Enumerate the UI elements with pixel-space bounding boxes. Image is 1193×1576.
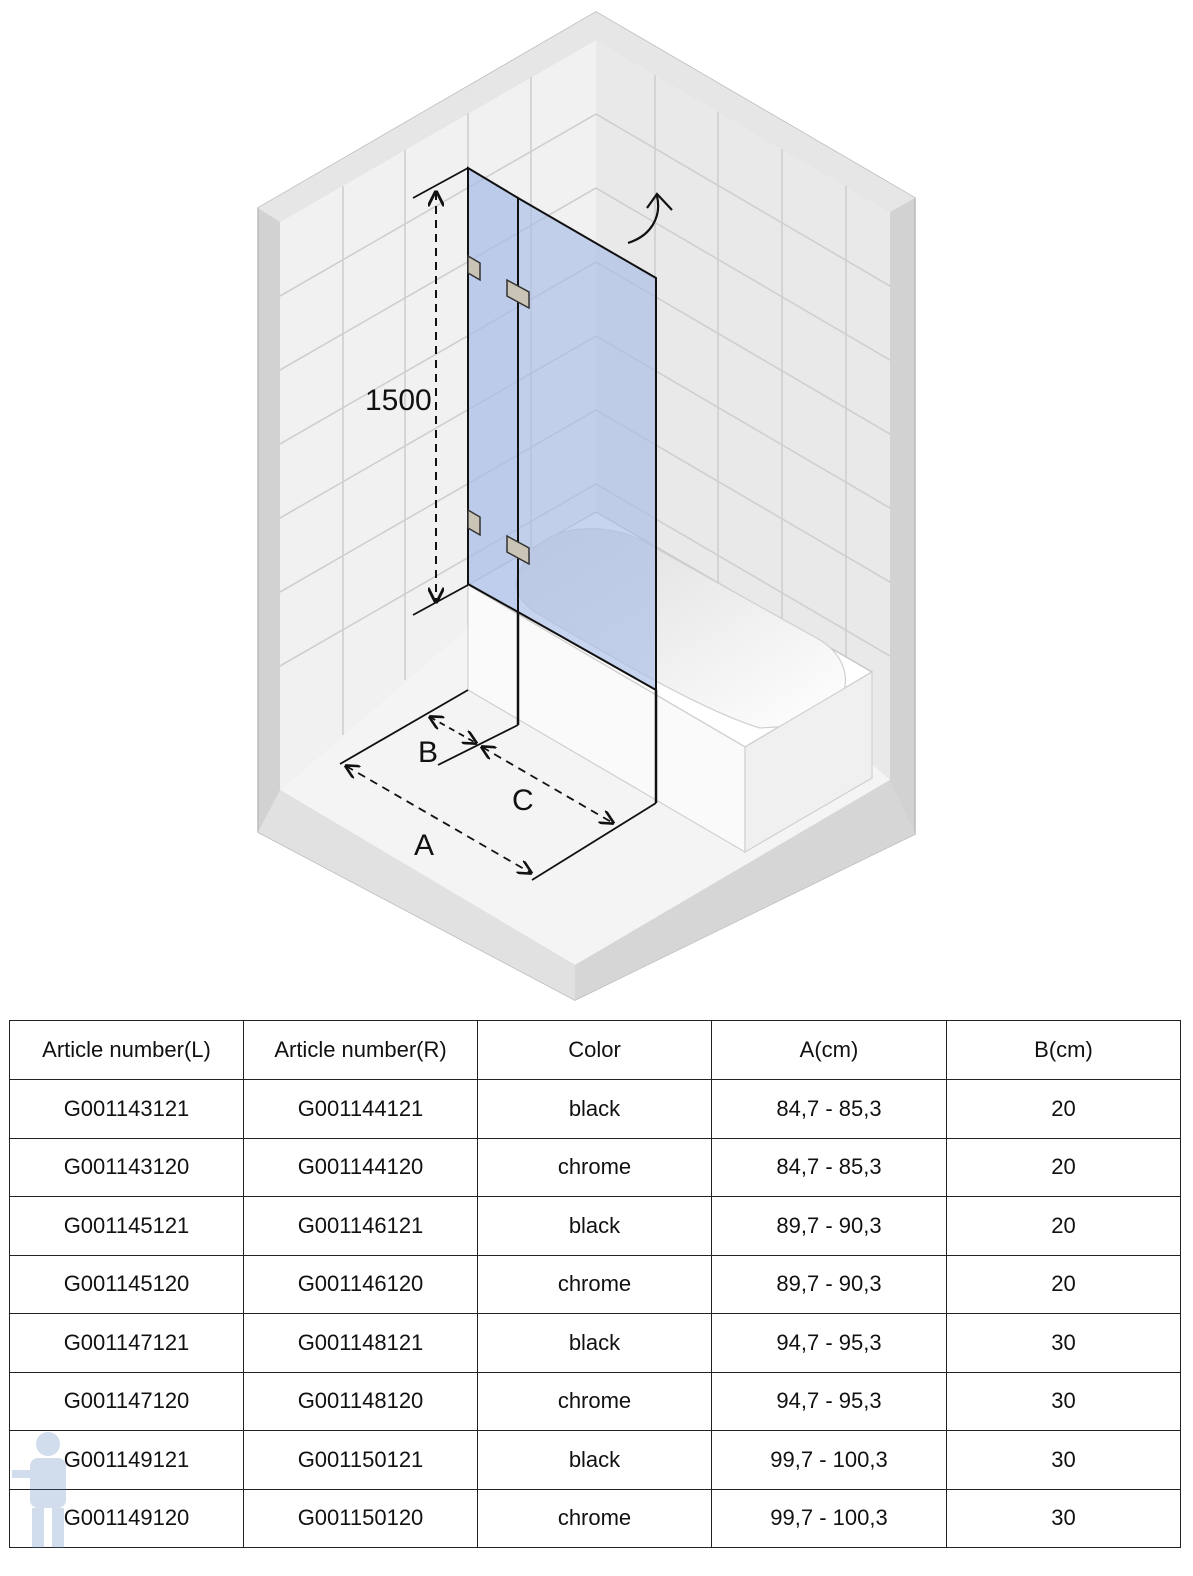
color-cell: black [478,1197,712,1256]
article-left-cell: G001149121 [10,1431,244,1490]
color-cell: chrome [478,1372,712,1431]
header-article-left: Article number(L) [10,1021,244,1080]
article-right-cell: G001150120 [244,1489,478,1548]
article-left-cell: G001143120 [10,1138,244,1197]
b-cm-cell: 30 [947,1314,1181,1373]
article-left-cell: G001145121 [10,1197,244,1256]
a-cm-cell: 89,7 - 90,3 [712,1197,947,1256]
dimension-label-c: C [512,784,534,817]
dimension-label-a: A [414,829,435,862]
table-row [10,1080,1181,1139]
header-a-cm: A(cm) [712,1021,947,1080]
article-right-cell: G001148121 [244,1314,478,1373]
table-row [10,1372,1181,1431]
article-right-cell: G001144121 [244,1080,478,1139]
table-row [10,1489,1181,1548]
color-cell: black [478,1314,712,1373]
b-cm-cell: 20 [947,1255,1181,1314]
color-cell: black [478,1431,712,1490]
article-left-cell: G001145120 [10,1255,244,1314]
color-cell: black [478,1080,712,1139]
b-cm-cell: 30 [947,1431,1181,1490]
a-cm-cell: 84,7 - 85,3 [712,1080,947,1139]
b-cm-cell: 30 [947,1372,1181,1431]
article-right-cell: G001146120 [244,1255,478,1314]
color-cell: chrome [478,1489,712,1548]
article-right-cell: G001150121 [244,1431,478,1490]
header-b-cm: B(cm) [947,1021,1181,1080]
a-cm-cell: 89,7 - 90,3 [712,1255,947,1314]
article-left-cell: G001149120 [10,1489,244,1548]
a-cm-cell: 84,7 - 85,3 [712,1138,947,1197]
b-cm-cell: 30 [947,1489,1181,1548]
article-right-cell: G001148120 [244,1372,478,1431]
article-right-cell: G001144120 [244,1138,478,1197]
a-cm-cell: 99,7 - 100,3 [712,1431,947,1490]
table-row [10,1314,1181,1373]
table-header-row [10,1021,1181,1080]
article-right-cell: G001146121 [244,1197,478,1256]
b-cm-cell: 20 [947,1080,1181,1139]
table-row [10,1255,1181,1314]
plumber-watermark-icon [8,1426,88,1566]
a-cm-cell: 94,7 - 95,3 [712,1372,947,1431]
table-row [10,1197,1181,1256]
article-left-cell: G001143121 [10,1080,244,1139]
specification-table [9,1020,1181,1548]
color-cell: chrome [478,1255,712,1314]
a-cm-cell: 94,7 - 95,3 [712,1314,947,1373]
header-article-right: Article number(R) [244,1021,478,1080]
a-cm-cell: 99,7 - 100,3 [712,1489,947,1548]
b-cm-cell: 20 [947,1138,1181,1197]
header-color: Color [478,1021,712,1080]
b-cm-cell: 20 [947,1197,1181,1256]
height-label: 1500 [365,384,432,417]
article-left-cell: G001147121 [10,1314,244,1373]
article-left-cell: G001147120 [10,1372,244,1431]
color-cell: chrome [478,1138,712,1197]
dimension-label-b: B [418,736,439,769]
table-row [10,1431,1181,1490]
table-row [10,1138,1181,1197]
